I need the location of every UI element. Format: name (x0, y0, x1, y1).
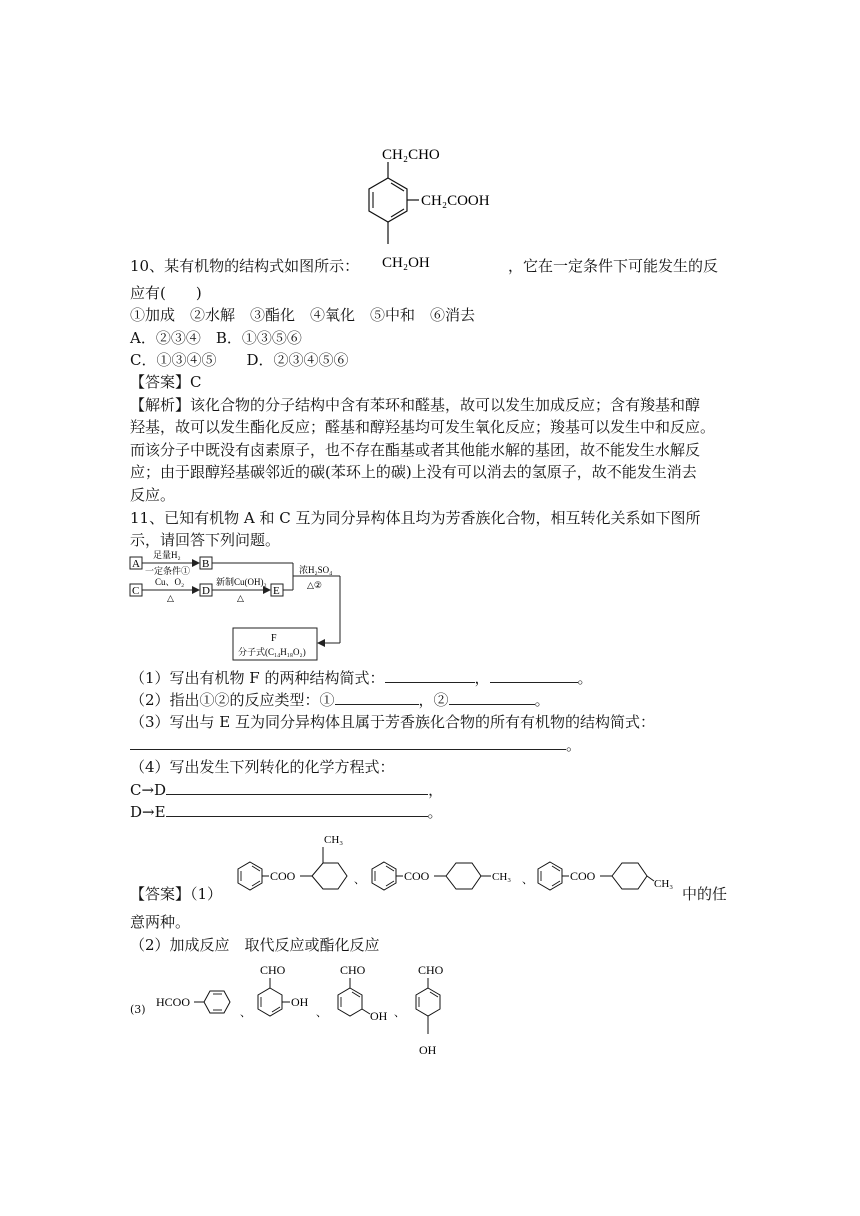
flow-r3-top: 新制Cu(OH)₂ (216, 577, 267, 587)
q11-sub2-mid: ，② (418, 691, 449, 709)
ans1-s3-group: COO (570, 869, 596, 883)
flow-r2-top: Cu、O₂ (155, 577, 185, 587)
q10-analysis-1: 【解析】该化合物的分子结构中含有苯环和醛基，故可以发生加成反应；含有羧基和醇 (130, 396, 701, 414)
q11-ans3-label: (3) (130, 1003, 146, 1016)
q10-items: ①加成 ②水解 ③酯化 ④氧化 ⑤中和 ⑥消去 (130, 306, 476, 324)
ans1-sep1: 、 (354, 874, 365, 886)
q11-sub3-answer-line (130, 735, 581, 755)
q11-sub3-blank[interactable] (130, 735, 566, 750)
q11-eq2-blank[interactable] (166, 802, 428, 817)
q10-options-cd: C．①③④⑤ D．②③④⑤⑥ (130, 351, 349, 369)
q11-sub2-line (130, 690, 550, 710)
ans3-s2-oh: OH (291, 995, 309, 1009)
ans1-sep2: 、 (522, 874, 533, 886)
flow-r4-top: 浓H₂SO₄ (299, 565, 333, 575)
q11-ans1-tail-a: 中的任 (682, 885, 728, 903)
q10-top-group: CH₂CHO (382, 147, 440, 163)
q11-ans2: （2）加成反应 取代反应或酯化反应 (130, 936, 380, 954)
q11-eq1-blank[interactable] (166, 780, 428, 795)
ans1-s3-methyl: CH₃ (654, 878, 674, 890)
q11-eq2: D→E (130, 803, 166, 821)
ans1-s2-methyl: CH₃ (492, 871, 512, 883)
flow-r1-top: 足量H₂ (153, 550, 181, 560)
q10-analysis-2: 羟基，故可以发生酯化反应；醛基和醇羟基均可发生氧化反应；羧基可以发生中和反应。 (130, 418, 716, 436)
q11-sub2: （2）指出①②的反应类型：① (130, 691, 335, 709)
flow-F: F (271, 633, 277, 644)
flow-r2-bot: △ (167, 593, 174, 603)
q10-stem-a: 10、某有机物的结构式如图所示： (130, 257, 360, 275)
ans3-sep1: 、 (240, 1007, 251, 1019)
q11-stem-2: 示，请回答下列问题。 (130, 531, 281, 549)
ans3-sep3: 、 (394, 1007, 405, 1019)
q11-ans1-tail-b: 意两种。 (130, 913, 191, 931)
ans3-s4-oh: OH (419, 1043, 437, 1057)
ans1-s2-group: COO (404, 869, 430, 883)
q10-stem-line2: 应有( ) (130, 284, 202, 302)
q11-answer-label: 【答案】（1） (130, 885, 223, 903)
flow-D: D (202, 585, 210, 597)
q10-options-ab: A．②③④ B．①③⑤⑥ (130, 329, 302, 347)
q10-stem-b: ，它在一定条件下可能发生的反 (508, 257, 719, 275)
q11-flow-diagram (125, 548, 365, 663)
q11-stem-1: 11、已知有机物 A 和 C 互为同分异构体且均为芳香族化合物，相互转化关系如下图所 (130, 509, 701, 527)
flow-C: C (132, 585, 140, 597)
q10-answer: 【答案】C (130, 373, 202, 391)
q11-ans1-structures (232, 825, 687, 915)
ans3-s2-cho: CHO (260, 963, 286, 977)
ans3-ester: HCOO (156, 995, 191, 1009)
q10-structure-diagram (355, 140, 515, 275)
flow-B: B (202, 558, 210, 570)
q11-sub1-sep: ， (474, 669, 490, 687)
q11-sub1-line (130, 668, 593, 688)
q10-analysis-4: 应；由于跟醇羟基碳邻近的碳(苯环上的碳)上没有可以消去的氢原子，故不能发生消去 (130, 463, 697, 481)
q11-eq1-line (130, 780, 443, 800)
ans3-s3-oh: OH (370, 1009, 388, 1023)
q11-eq2-end: 。 (427, 803, 443, 821)
flow-A: A (132, 558, 140, 570)
q11-eq2-line (130, 802, 443, 822)
q11-sub3: （3）写出与 E 互为同分异构体且属于芳香族化合物的所有有机物的结构简式： (130, 713, 656, 731)
q11-sub1: （1）写出有机物 F 的两种结构简式： (130, 669, 385, 687)
q11-sub2-end: 。 (534, 691, 550, 709)
q10-analysis-3: 而该分子中既没有卤素原子，也不存在酯基或者其他能水解的基团，故不能发生水解反 (130, 441, 701, 459)
q10-bottom-group: CH₂OH (382, 255, 430, 271)
q11-sub3-end: 。 (566, 736, 582, 754)
flow-F-formula: 分子式(C₁₄H₁₈O₂) (238, 647, 306, 657)
q10-right-group: CH₂COOH (421, 193, 490, 209)
ans3-sep2: 、 (316, 1007, 327, 1019)
q10-analysis-5: 反应。 (130, 486, 176, 504)
ans1-s1-group: COO (270, 869, 296, 883)
q11-sub2-blank1[interactable] (335, 690, 419, 705)
q11-sub4: （4）写出发生下列转化的化学方程式： (130, 758, 395, 776)
q11-ans3-structures (148, 958, 468, 1062)
q11-sub2-blank2[interactable] (449, 690, 535, 705)
q11-sub1-end: 。 (577, 669, 593, 687)
flow-E: E (273, 585, 280, 597)
q11-sub1-blank2[interactable] (490, 668, 578, 683)
q11-eq1: C→D (130, 781, 167, 799)
flow-r4-bot: △② (307, 580, 322, 590)
ans3-s3-cho: CHO (340, 963, 366, 977)
ans1-s1-methyl: CH₃ (324, 834, 344, 846)
ans3-s4-cho: CHO (418, 963, 444, 977)
q11-sub1-blank1[interactable] (385, 668, 475, 683)
q11-eq1-end: ， (428, 781, 444, 799)
flow-r3-bot: △ (237, 593, 244, 603)
flow-r1-bot: 一定条件① (145, 566, 191, 576)
